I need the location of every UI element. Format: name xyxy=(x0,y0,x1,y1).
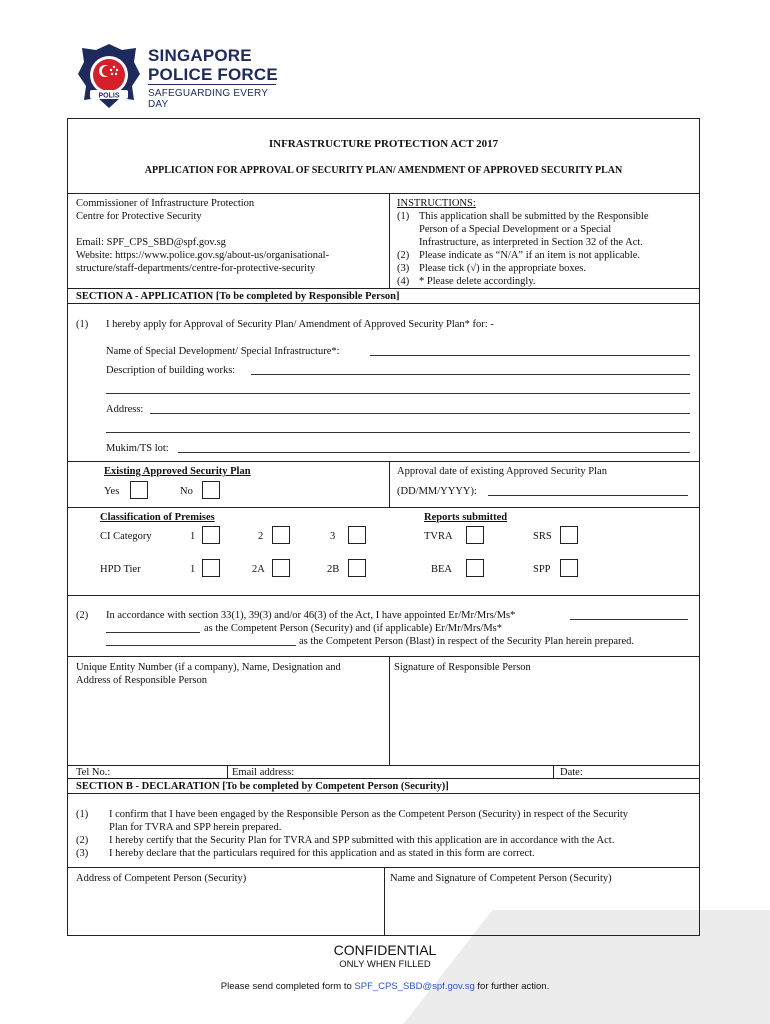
declaration-text: I hereby certify that the Security Plan for TVRA and SPP submitted with this application are in accordance with the Act. xyxy=(109,835,615,846)
competent-address-label: Address of Competent Person (Security) xyxy=(76,873,247,884)
approval-date-field[interactable] xyxy=(488,486,688,496)
tvra-checkbox[interactable] xyxy=(466,526,484,544)
report-label: SRS xyxy=(533,531,552,542)
report-label: SPP xyxy=(533,564,551,575)
instruction-text: Person of a Special Development or a Special xyxy=(419,224,612,235)
date-label: Date: xyxy=(560,767,583,778)
address-field-line2[interactable] xyxy=(106,423,690,433)
only-when-filled-label: ONLY WHEN FILLED xyxy=(339,959,431,970)
ci-3-checkbox[interactable] xyxy=(348,526,366,544)
approval-date-label: Approval date of existing Approved Security Plan xyxy=(397,466,607,477)
hpd-2a-checkbox[interactable] xyxy=(272,559,290,577)
appointment-line1: In accordance with section 33(1), 39(3) and/or 46(3) of the Act, I have appointed Er/Mr/Mrs/Ms* xyxy=(106,610,516,621)
police-crest-icon xyxy=(76,42,142,110)
ci-category-label: CI Category xyxy=(100,531,152,542)
send-email-link[interactable]: SPF_CPS_SBD@spf.gov.sg xyxy=(354,981,475,992)
declaration-text: Plan for TVRA and SPP herein prepared. xyxy=(109,822,282,833)
name-label: Name of Special Development/ Special Infrastructure*: xyxy=(106,346,340,357)
uen-label-line2: Address of Responsible Person xyxy=(76,675,207,686)
instruction-text: Infrastructure, as interpreted in Section 32 of the Act. xyxy=(419,237,643,248)
divider xyxy=(68,303,699,304)
contact-line1: Commissioner of Infrastructure Protection xyxy=(76,198,255,209)
instruction-num: (1) xyxy=(397,211,410,222)
divider xyxy=(553,765,554,778)
mukim-field[interactable] xyxy=(178,443,690,453)
divider xyxy=(68,193,699,194)
competent-person-blast-field[interactable] xyxy=(106,636,296,646)
act-title: INFRASTRUCTURE PROTECTION ACT 2017 xyxy=(268,138,499,150)
instruction-text: * Please delete accordingly. xyxy=(419,276,536,287)
divider xyxy=(227,765,228,778)
no-label: No xyxy=(180,486,193,497)
competent-signature-area[interactable] xyxy=(390,889,694,933)
hpd-tier-label: HPD Tier xyxy=(100,564,141,575)
divider xyxy=(68,507,699,508)
srs-checkbox[interactable] xyxy=(560,526,578,544)
section-a-heading: SECTION A - APPLICATION [To be completed by Responsible Person] xyxy=(76,291,400,302)
divider xyxy=(68,461,699,462)
divider xyxy=(68,656,699,657)
application-form xyxy=(67,118,700,936)
signature-area[interactable] xyxy=(394,679,694,763)
instruction-num: (4) xyxy=(397,276,410,287)
hpd-1-checkbox[interactable] xyxy=(202,559,220,577)
divider xyxy=(389,656,390,765)
instruction-num: (3) xyxy=(397,263,410,274)
uen-input-area[interactable] xyxy=(72,691,386,763)
uen-label-line1: Unique Entity Number (if a company), Name, Designation and xyxy=(76,662,341,673)
name-field[interactable] xyxy=(370,346,690,356)
divider xyxy=(389,193,390,288)
instructions-heading: INSTRUCTIONS: xyxy=(397,198,476,209)
description-label: Description of building works: xyxy=(106,365,236,376)
contact-website-line1: Website: https://www.police.gov.sg/about-us/organisational- xyxy=(76,250,330,261)
logo-wordmark xyxy=(148,46,278,84)
description-field-line2[interactable] xyxy=(106,384,690,394)
no-checkbox[interactable] xyxy=(202,481,220,499)
instruction-text: Please indicate as “N/A” if an item is not applicable. xyxy=(419,250,641,261)
form-title: APPLICATION FOR APPROVAL OF SECURITY PLAN/ AMENDMENT OF APPROVED SECURITY PLAN xyxy=(144,165,623,176)
address-label: Address: xyxy=(106,404,144,415)
existing-plan-heading: Existing Approved Security Plan xyxy=(104,466,251,477)
divider xyxy=(68,765,699,766)
report-label: BEA xyxy=(431,564,452,575)
badge-text: POLIS xyxy=(98,92,120,100)
divider xyxy=(68,595,699,596)
yes-label: Yes xyxy=(104,486,120,497)
contact-website-line2: structure/staff-departments/centre-for-protective-security xyxy=(76,263,316,274)
send-instruction xyxy=(0,980,770,993)
spf-logo xyxy=(76,42,286,112)
ci-1-checkbox[interactable] xyxy=(202,526,220,544)
appointment-line3: as the Competent Person (Blast) in respect of the Security Plan herein prepared. xyxy=(299,636,635,647)
divider xyxy=(68,778,699,779)
instruction-text: This application shall be submitted by the Responsible xyxy=(419,211,649,222)
divider xyxy=(68,793,699,794)
date-format-label: (DD/MM/YYYY): xyxy=(397,486,477,497)
hpd-option-label: 2A xyxy=(252,564,265,575)
logo-divider xyxy=(148,84,276,85)
competent-name-signature-label: Name and Signature of Competent Person (Security) xyxy=(390,873,612,884)
send-suffix: for further action. xyxy=(477,981,550,992)
tel-label: Tel No.: xyxy=(76,767,111,778)
apply-statement: I hereby apply for Approval of Security Plan/ Amendment of Approved Security Plan* for: - xyxy=(106,319,494,330)
section-b-heading: SECTION B - DECLARATION [To be completed by Competent Person (Security)] xyxy=(76,781,449,792)
instruction-num: (2) xyxy=(397,250,410,261)
logo-tagline: SAFEGUARDING EVERY DAY xyxy=(148,88,268,110)
yes-checkbox[interactable] xyxy=(130,481,148,499)
ci-option-label: 3 xyxy=(330,531,336,542)
confidential-label: CONFIDENTIAL xyxy=(333,942,437,958)
address-field[interactable] xyxy=(150,404,690,414)
item-number: (2) xyxy=(76,835,89,846)
description-field[interactable] xyxy=(251,365,690,375)
item-number: (1) xyxy=(76,319,89,330)
divider xyxy=(68,288,699,289)
bea-checkbox[interactable] xyxy=(466,559,484,577)
item-number: (1) xyxy=(76,809,89,820)
hpd-option-label: 2B xyxy=(327,564,340,575)
logo-line2: POLICE FORCE xyxy=(148,65,278,84)
item-number: (3) xyxy=(76,848,89,859)
hpd-option-label: 1 xyxy=(190,564,196,575)
declaration-text: I confirm that I have been engaged by the Responsible Person as the Competent Person (Security) in respect of the Security xyxy=(109,809,629,820)
item-number: (2) xyxy=(76,610,89,621)
competent-address-area[interactable] xyxy=(72,889,380,933)
ci-option-label: 1 xyxy=(190,531,196,542)
instruction-text: Please tick (√) in the appropriate boxes. xyxy=(419,263,587,274)
signature-label: Signature of Responsible Person xyxy=(394,662,531,673)
declaration-text: I hereby declare that the particulars required for this application and as stated in this form are correct. xyxy=(109,848,535,859)
competent-person-security-field[interactable] xyxy=(570,610,688,620)
email-label: Email address: xyxy=(232,767,295,778)
contact-email: Email: SPF_CPS_SBD@spf.gov.sg xyxy=(76,237,226,248)
divider xyxy=(384,867,385,935)
logo-line1: SINGAPORE xyxy=(148,46,252,65)
classification-heading: Classification of Premises xyxy=(100,512,215,523)
hpd-2b-checkbox[interactable] xyxy=(348,559,366,577)
ci-2-checkbox[interactable] xyxy=(272,526,290,544)
competent-person-security-field-line2[interactable] xyxy=(106,623,200,633)
spp-checkbox[interactable] xyxy=(560,559,578,577)
appointment-line2: as the Competent Person (Security) and (if applicable) Er/Mr/Mrs/Ms* xyxy=(204,623,503,634)
ci-option-label: 2 xyxy=(258,531,264,542)
report-label: TVRA xyxy=(424,531,453,542)
divider xyxy=(389,461,390,507)
reports-heading: Reports submitted xyxy=(424,512,508,523)
mukim-label: Mukim/TS lot: xyxy=(106,443,169,454)
contact-line2: Centre for Protective Security xyxy=(76,211,202,222)
send-prefix: Please send completed form to xyxy=(220,981,352,992)
